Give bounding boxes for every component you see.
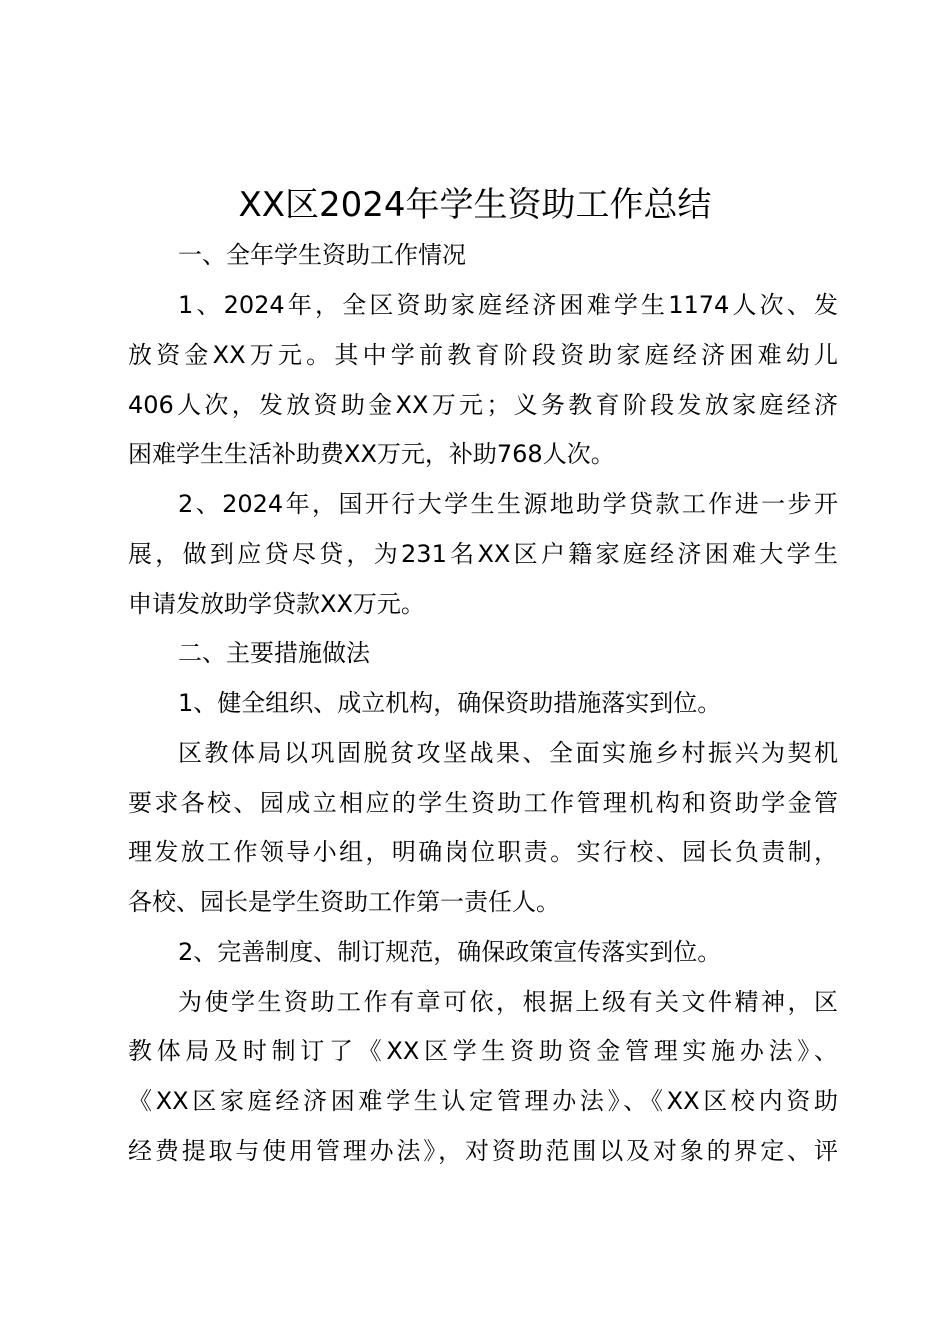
document-title: XX区2024年学生资助工作总结 (238, 185, 712, 225)
subheading-line: 1、健全组织、成立机构，确保资助措施落实到位。 (178, 689, 722, 717)
subheading-line: 2、完善制度、制订规范，确保政策宣传落实到位。 (178, 938, 722, 966)
paragraph-line: 为使学生资助工作有章可依，根据上级有关文件精神，区 (178, 988, 838, 1016)
paragraph-line: 1、2024年，全区资助家庭经济困难学生1174人次、发 (178, 291, 838, 319)
paragraph-line: 理发放工作领导小组，明确岗位职责。实行校、园长负责制， (128, 838, 838, 866)
paragraph-line: 406人次，发放资助金XX万元；义务教育阶段发放家庭经济 (128, 391, 838, 419)
paragraph-line: 困难学生生活补助费XX万元，补助768人次。 (128, 440, 615, 468)
section-heading-1: 一、全年学生资助工作情况 (178, 241, 466, 269)
paragraph-line: 各校、园长是学生资助工作第一责任人。 (128, 888, 560, 916)
paragraph-line: 2、2024年，国开行大学生生源地助学贷款工作进一步开 (178, 490, 838, 518)
paragraph-line: 经费提取与使用管理办法》，对资助范围以及对象的界定、评 (128, 1137, 838, 1165)
paragraph-line: 区教体局以巩固脱贫攻坚战果、全面实施乡村振兴为契机 (178, 739, 838, 767)
paragraph-line: 教体局及时制订了《XX区学生资助资金管理实施办法》、 (128, 1037, 838, 1065)
paragraph-line: 展，做到应贷尽贷，为231名XX区户籍家庭经济困难大学生 (128, 540, 838, 568)
paragraph-line: 要求各校、园成立相应的学生资助工作管理机构和资助学金管 (128, 789, 838, 817)
paragraph-line: 放资金XX万元。其中学前教育阶段资助家庭经济困难幼儿 (128, 341, 838, 369)
paragraph-line: 申请发放助学贷款XX万元。 (128, 590, 425, 618)
paragraph-line: 《XX区家庭经济困难学生认定管理办法》、《XX区校内资助 (128, 1087, 838, 1115)
section-heading-2: 二、主要措施做法 (178, 639, 370, 667)
